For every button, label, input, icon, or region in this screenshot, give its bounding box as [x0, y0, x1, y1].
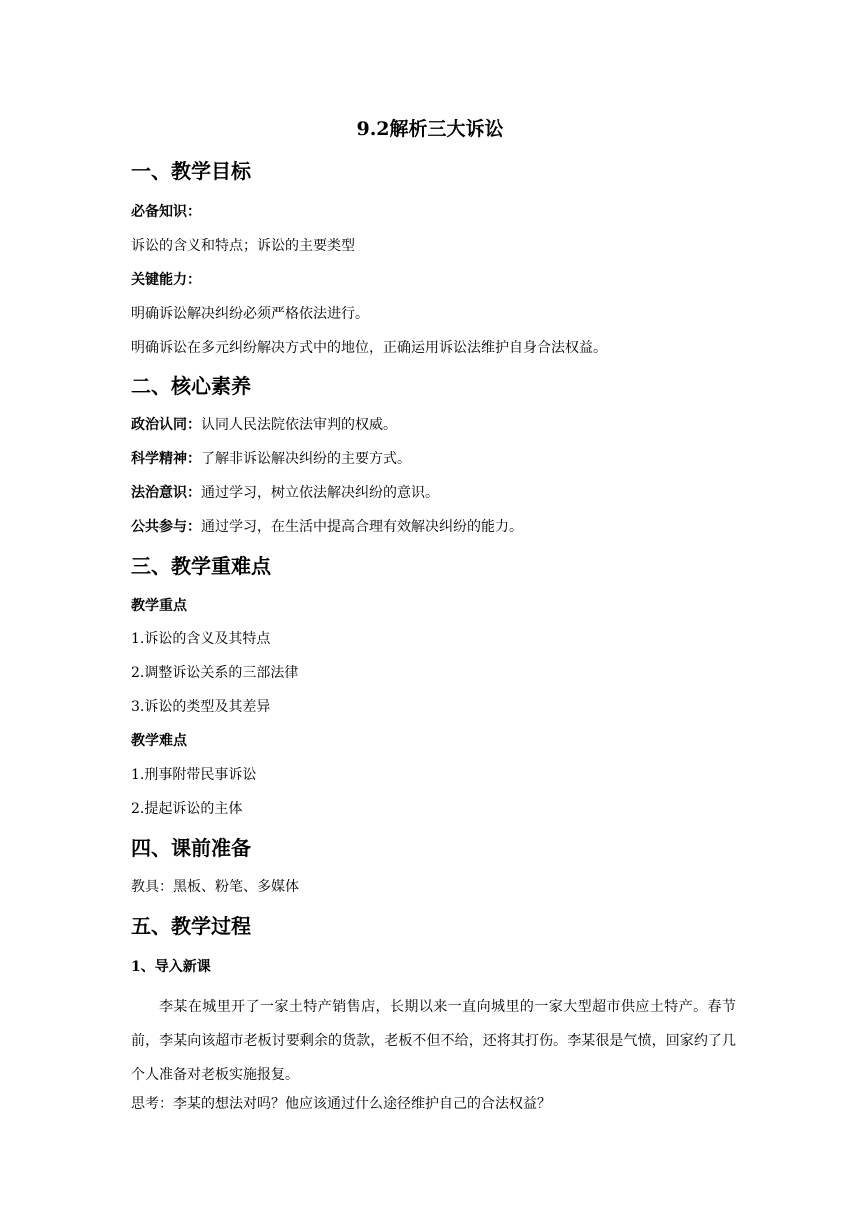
key-label-block [131, 595, 731, 617]
ability-label: 关键能力： [131, 272, 201, 288]
section-preparation [131, 835, 731, 861]
section-heading: 三、教学重难点 [131, 554, 271, 578]
preparation-text-block [131, 876, 731, 898]
knowledge-label-block [131, 201, 731, 223]
difficult-points-label: 教学难点 [131, 733, 187, 749]
ability-line: 明确诉讼在多元纠纷解决方式中的地位，正确运用诉讼法维护自身合法权益。 [131, 340, 607, 356]
key-item-block [131, 662, 731, 684]
section-heading: 五、教学过程 [131, 914, 251, 938]
literacy-item [131, 482, 731, 504]
literacy-item [131, 516, 731, 538]
key-item-block [131, 628, 731, 650]
section-key-difficult [131, 553, 731, 579]
literacy-label: 科学精神： [131, 451, 201, 467]
lesson-intro-heading: 1、导入新课 [131, 959, 211, 975]
ability-line: 明确诉讼解决纠纷必须严格依法进行。 [131, 306, 369, 322]
section-heading: 二、核心素养 [131, 374, 251, 398]
key-item-block [131, 696, 731, 718]
knowledge-text-block [131, 235, 731, 257]
preparation-text: 教具：黑板、粉笔、多媒体 [131, 879, 299, 895]
diff-item-block [131, 764, 731, 786]
question-block [131, 1093, 731, 1115]
literacy-label: 法治意识： [131, 485, 201, 501]
process-sub-block [131, 956, 731, 978]
literacy-text: 认同人民法院依法审判的权威。 [201, 417, 397, 433]
ability-line-1-block [131, 303, 731, 325]
ability-label-block [131, 269, 731, 291]
case-paragraph: 李某在城里开了一家土特产销售店，长期以来一直向城里的一家大型超市供应土特产。春节前，李某向该超市老板讨要剩余的货款，老板不但不给，还将其打伤。李某很是气愤，回家约了几个人准备对老板实施报复。 [131, 999, 736, 1083]
section-core-literacy [131, 373, 731, 399]
case-paragraph-block [131, 990, 741, 1092]
literacy-text: 了解非诉讼解决纠纷的主要方式。 [201, 451, 411, 467]
diff-label-block [131, 730, 731, 752]
literacy-item [131, 414, 731, 436]
literacy-item [131, 448, 731, 470]
knowledge-label: 必备知识： [131, 204, 201, 220]
diff-item-block [131, 798, 731, 820]
difficult-point-item: 2.提起诉讼的主体 [131, 801, 243, 817]
knowledge-text: 诉讼的含义和特点；诉讼的主要类型 [131, 238, 355, 254]
literacy-label: 政治认同： [131, 417, 201, 433]
key-point-item: 1.诉讼的含义及其特点 [131, 631, 271, 647]
literacy-text: 通过学习，树立依法解决纠纷的意识。 [201, 485, 439, 501]
key-point-item: 3.诉讼的类型及其差异 [131, 699, 271, 715]
section-heading: 四、课前准备 [131, 836, 251, 860]
section-heading: 一、教学目标 [131, 159, 251, 183]
key-points-label: 教学重点 [131, 598, 187, 614]
ability-line-2-block [131, 337, 731, 359]
section-process [131, 913, 731, 939]
literacy-label: 公共参与： [131, 519, 201, 535]
thinking-question: 思考：李某的想法对吗？他应该通过什么途径维护自己的合法权益？ [131, 1096, 551, 1112]
literacy-text: 通过学习，在生活中提高合理有效解决纠纷的能力。 [201, 519, 523, 535]
document-title: 9.2解析三大诉讼 [356, 118, 504, 140]
key-point-item: 2.调整诉讼关系的三部法律 [131, 665, 299, 681]
difficult-point-item: 1.刑事附带民事诉讼 [131, 767, 257, 783]
section-teaching-goals [131, 158, 731, 184]
